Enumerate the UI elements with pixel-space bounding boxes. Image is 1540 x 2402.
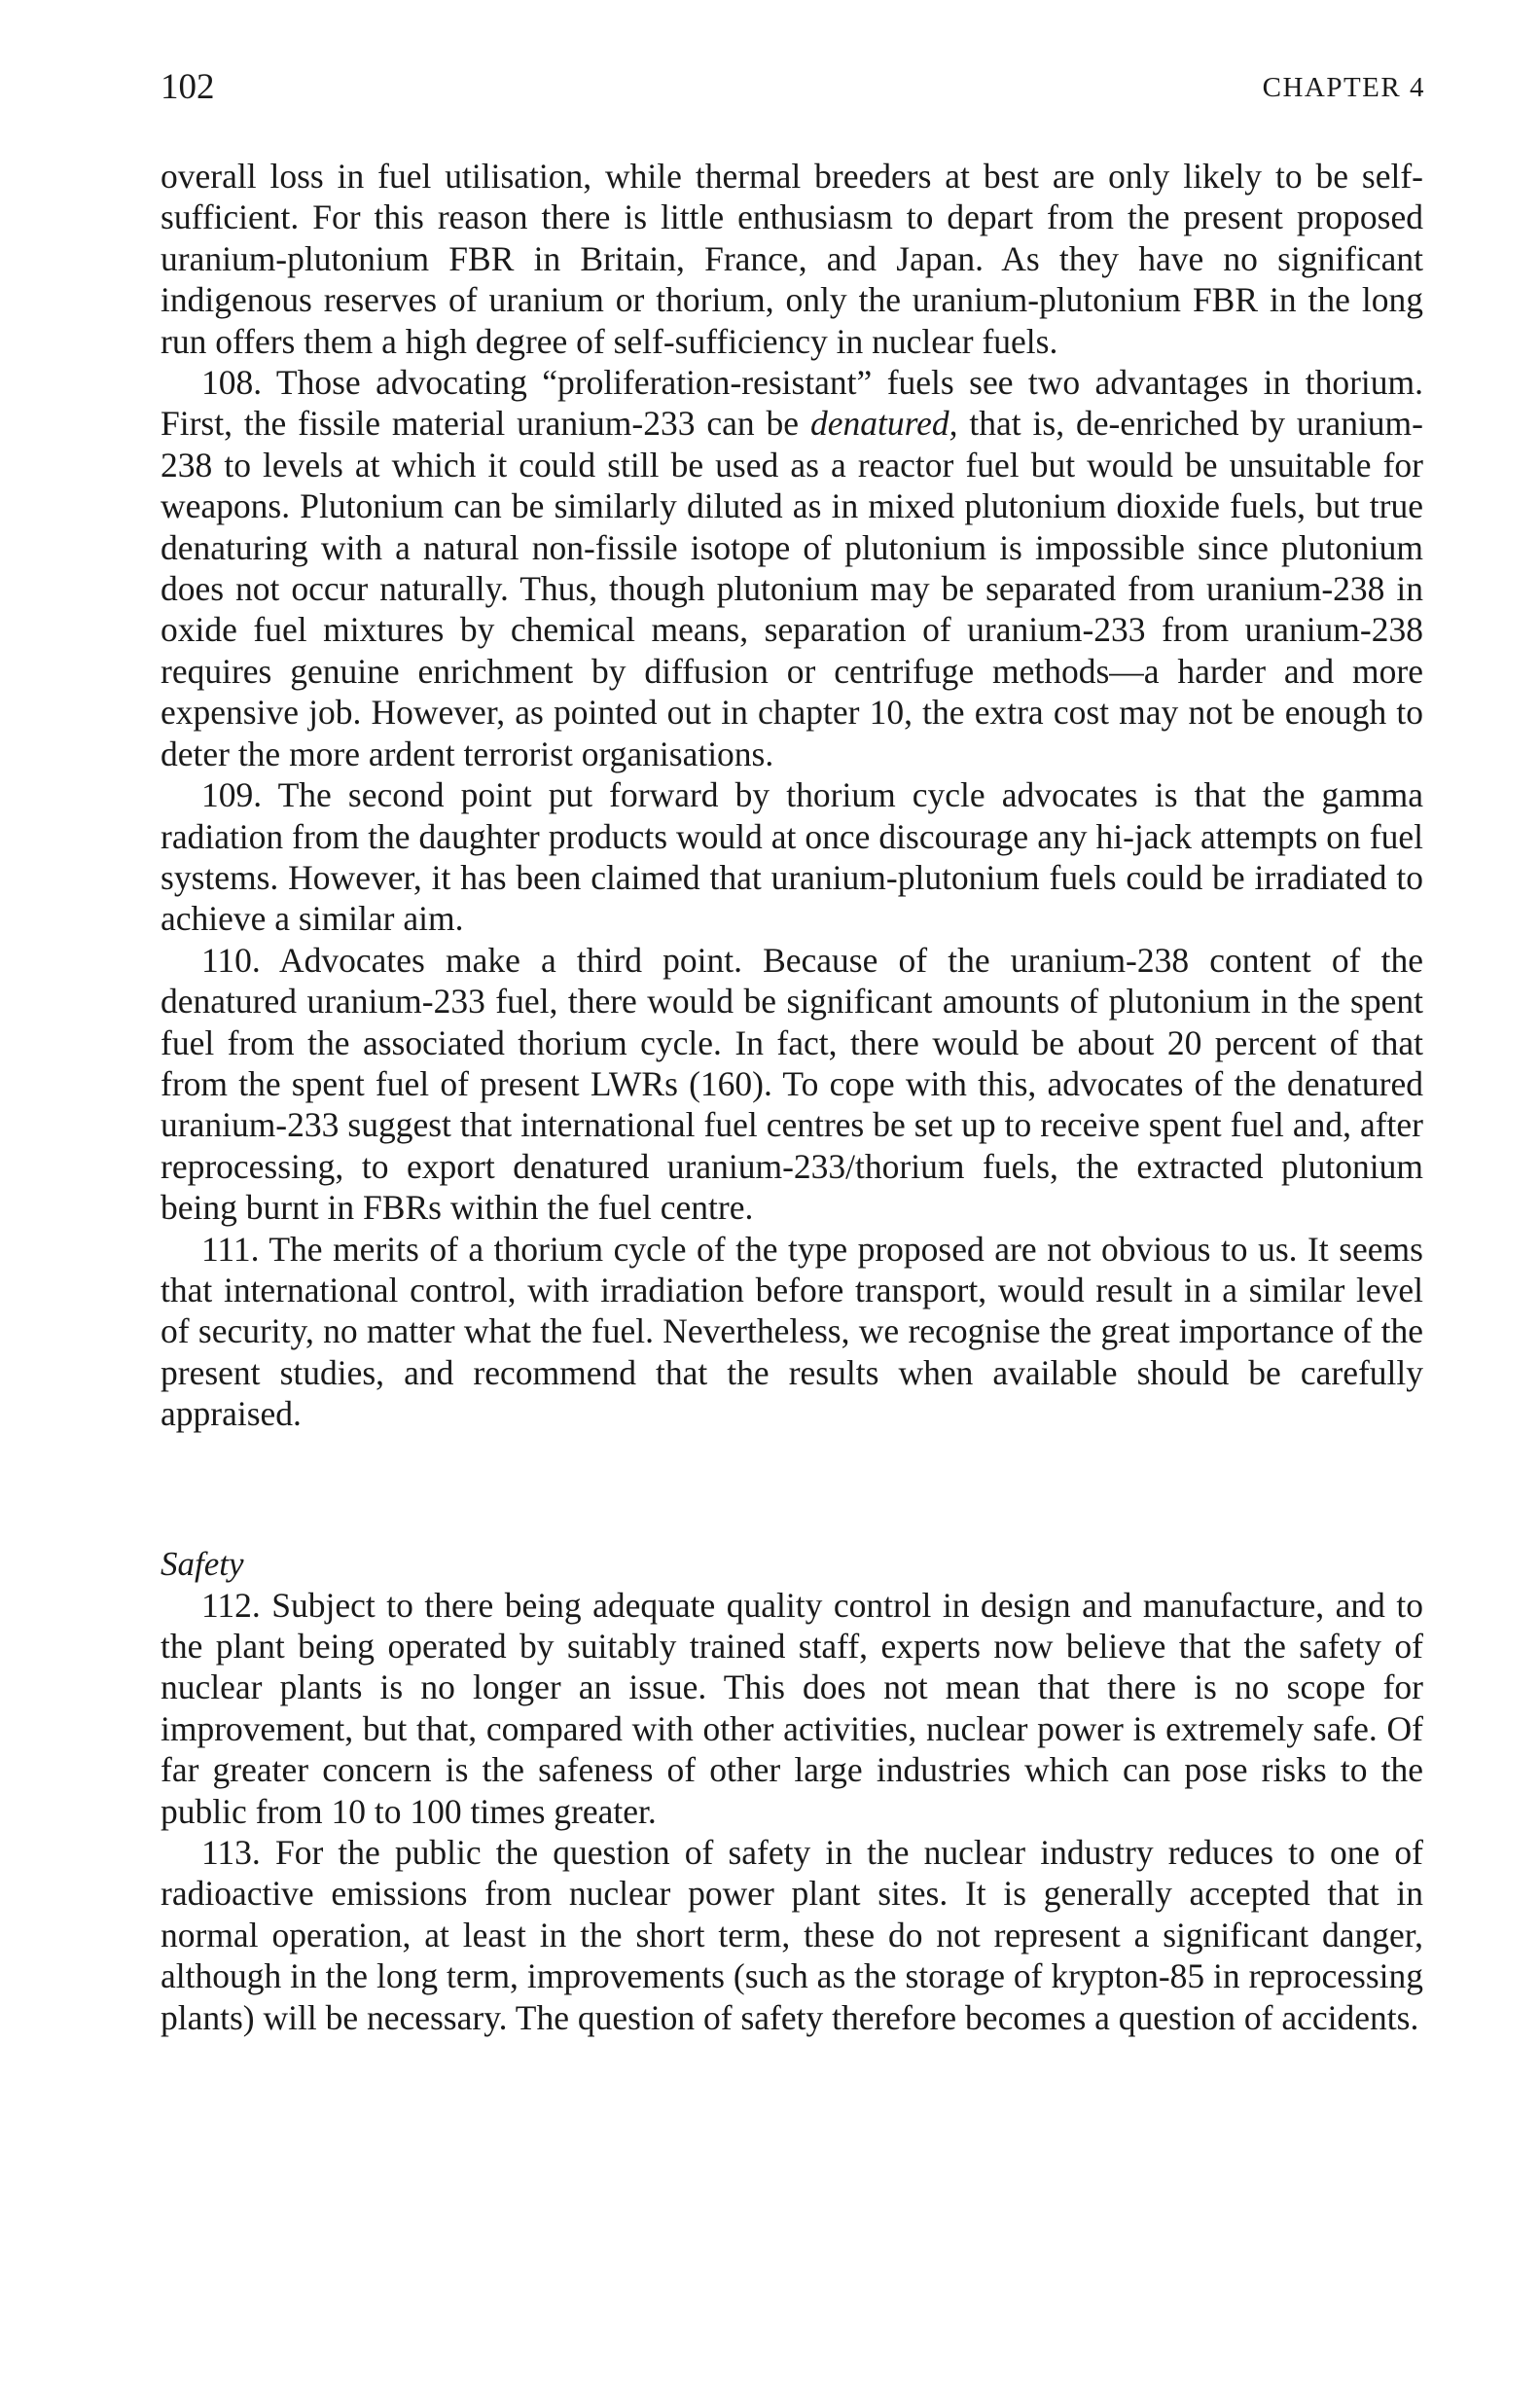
page-number: 102 [161,67,215,107]
paragraph-111: 111. The merits of a thorium cycle of the type proposed are not obvious to us. It seems that international control, with irradiation before transport, would result in a similar level of security, no matter what the fuel. Nevertheless, we recognise the great importance of the present studies, and recommend that the results when available should be carefully appraised. [161,1229,1423,1434]
paragraph-continued: overall loss in fuel utilisation, while thermal breeders at best are only likely to be self-sufficient. For this reason there is little enthusiasm to depart from the present proposed uranium-plutonium FBR in Britain, France, and Japan. As they have no significant indigenous reserves of uranium or thorium, only the uranium-plutonium FBR in the long run offers them a high degree of self-sufficiency in nuclear fuels. [161,157,1423,361]
paragraph-109: 109. The second point put forward by thorium cycle advocates is that the gamma radiation from the daughter products would at once discourage any hi-jack attempts on fuel systems. However, it has been claimed that uranium-plutonium fuels could be irradiated to achieve a similar aim. [161,775,1423,939]
paragraph-108-emphasis: denatured, [809,404,958,444]
body-text [161,156,1423,2038]
paragraph-108-part2: that is, de-enriched by uranium-238 to levels at which it could still be used as a reactor fuel but would be unsuitable for weapons. Plutonium can be similarly diluted as in mixed plutonium dioxide fuels, but true denaturing with a natural non-fissile isotope of plutonium is impossible since plutonium does not occur naturally. Thus, though plutonium may be separated from uranium-238 in oxide fuel mixtures by chemical means, separation of uranium-233 from uranium-238 requires genuine enrichment by diffusion or centrifuge methods—a harder and more expensive job. However, as pointed out in chapter 10, the extra cost may not be enough to deter the more ardent terrorist organisations. [161,404,1423,773]
paragraph-113: 113. For the public the question of safety in the nuclear industry reduces to one of radioactive emissions from nuclear power plant sites. It is generally accepted that in normal operation, at least in the short term, these do not represent a significant danger, although in the long term, improvements (such as the storage of krypton-85 in reprocessing plants) will be necessary. The question of safety therefore becomes a question of accidents. [161,1833,1423,2037]
paragraph-110: 110. Advocates make a third point. Because of the uranium-238 content of the denatured uranium-233 fuel, there would be significant amounts of plutonium in the spent fuel from the associated thorium cycle. In fact, there would be about 20 percent of that from the spent fuel of present LWRs (160). To cope with this, advocates of the denatured uranium-233 suggest that international fuel centres be set up to receive spent fuel and, after reprocessing, to export denatured uranium-233/thorium fuels, the extracted plutonium being burnt in FBRs within the fuel centre. [161,940,1423,1228]
page-header [161,58,1425,117]
paragraph-108 [161,362,1423,774]
section-heading-safety: Safety [161,1544,244,1583]
running-head: CHAPTER 4 [1262,72,1425,103]
paragraph-112: 112. Subject to there being adequate quality control in design and manufacture, and to the plant being operated by suitably trained staff, experts now believe that the safety of nuclear plants is no longer an issue. This does not mean that there is no scope for improvement, but that, compared with other activities, nuclear power is extremely safe. Of far greater concern is the safeness of other large industries which can pose risks to the public from 10 to 100 times greater. [161,1585,1423,1831]
paragraph-108-part1: 108. Those advocating “proliferation-resistant” fuels see two advantages in thorium. First, the fissile material uranium-233 can be [161,363,1423,444]
section-spacer [161,1435,1423,1544]
